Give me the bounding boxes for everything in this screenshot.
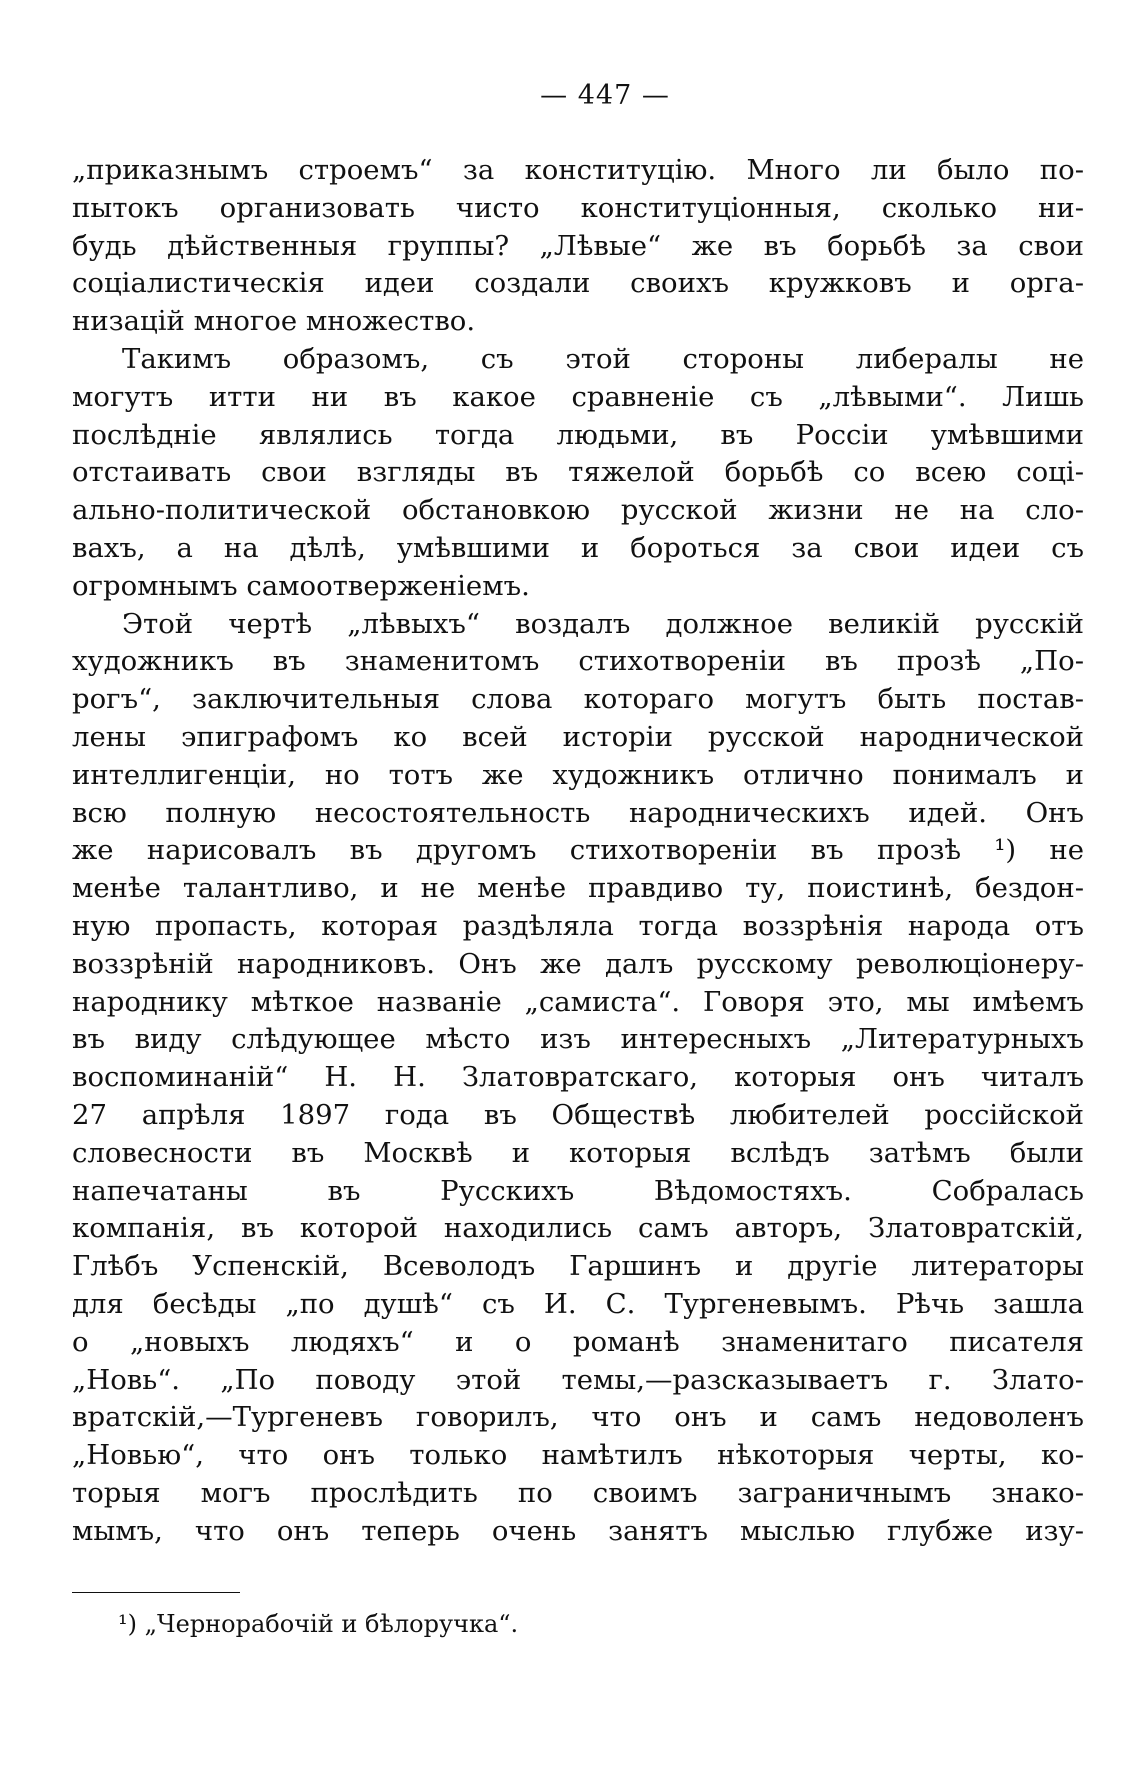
text-line: же нарисовалъ въ другомъ стихотвореніи въ прозѣ ¹) не <box>72 834 1084 867</box>
text-line: торыя могъ прослѣдить по своимъ заграничнымъ знако- <box>72 1476 1084 1509</box>
text-line: воспоминаній“ Н. Н. Златовратскаго, которыя онъ читалъ <box>72 1061 1084 1094</box>
text-line: 27 апрѣля 1897 года въ Обществѣ любителей россійской <box>72 1098 1084 1131</box>
text-line: художникъ въ знаменитомъ стихотвореніи въ прозѣ „По- <box>72 645 1084 678</box>
text-line: словесности въ Москвѣ и которыя вслѣдъ затѣмъ были <box>72 1136 1084 1169</box>
text-line: воззрѣній народниковъ. Онъ же далъ русскому революціонеру- <box>72 947 1084 980</box>
text-line: послѣдніе являлись тогда людьми, въ Россіи умѣвшими <box>72 418 1084 451</box>
text-line: компанія, въ которой находились самъ авторъ, Златовратскій, <box>72 1212 1084 1245</box>
text-line: Такимъ образомъ, съ этой стороны либералы не <box>122 342 1084 375</box>
text-line: низацій многое множество. <box>72 305 476 338</box>
text-line: ально-политической обстановкою русской жизни не на сло- <box>72 494 1084 527</box>
footnote-marker: ¹) <box>118 1610 137 1638</box>
text-line: „приказнымъ строемъ“ за конституцію. Много ли было по- <box>72 154 1084 186</box>
text-line: ную пропасть, которая раздѣляла тогда воззрѣнія народа отъ <box>72 909 1084 942</box>
text-line: могутъ итти ни въ какое сравненіе съ „лѣвыми“. Лишь <box>72 380 1084 413</box>
text-line: въ виду слѣдующее мѣсто изъ интересныхъ „Литературныхъ <box>72 1023 1084 1056</box>
text-line: напечатаны въ Русскихъ Вѣдомостяхъ. Собралась <box>72 1174 1084 1207</box>
text-line: о „новыхъ людяхъ“ и о романѣ знаменитаго писателя <box>72 1325 1084 1358</box>
text-line: вахъ, а на дѣлѣ, умѣвшими и бороться за свои идеи съ <box>72 531 1084 564</box>
text-line: интеллигенціи, но тотъ же художникъ отлично понималъ и <box>72 758 1084 791</box>
footnote <box>118 1610 518 1638</box>
text-line: отстаивать свои взгляды въ тяжелой борьбѣ со всею соці- <box>72 456 1084 489</box>
footnote-text: „Чернорабочій и бѣлоручка“. <box>144 1610 519 1638</box>
text-line: „Новью“, что онъ только намѣтилъ нѣкоторыя черты, ко- <box>72 1439 1084 1472</box>
footnote-divider <box>72 1592 240 1593</box>
text-line: всю полную несостоятельность народническихъ идей. Онъ <box>72 796 1084 829</box>
text-line: для бесѣды „по душѣ“ съ И. С. Тургеневымъ. Рѣчь зашла <box>72 1287 1084 1320</box>
text-line: рогъ“, заключительныя слова котораго могутъ быть постав- <box>72 683 1084 716</box>
text-line: Этой чертѣ „лѣвыхъ“ воздалъ должное великій русскій <box>122 607 1084 640</box>
page-number: — 447 — <box>540 80 670 111</box>
text-line: „Новь“. „По поводу этой темы,—разсказываетъ г. Злато- <box>72 1363 1084 1396</box>
text-line: огромнымъ самоотверженіемъ. <box>72 569 530 602</box>
text-line: соціалистическія идеи создали своихъ кружковъ и орга- <box>72 267 1084 300</box>
text-line: Глѣбъ Успенскій, Всеволодъ Гаршинъ и другіе литераторы <box>72 1250 1084 1283</box>
body-text <box>72 152 1084 1550</box>
text-line: пытокъ организовать чисто конституціонныя, сколько ни- <box>72 191 1084 224</box>
text-line: вратскій,—Тургеневъ говорилъ, что онъ и самъ недоволенъ <box>72 1401 1084 1434</box>
text-line: народнику мѣткое названіе „самиста“. Говоря это, мы имѣемъ <box>72 985 1084 1018</box>
text-line: мымъ, что онъ теперь очень занятъ мыслью глубже изу- <box>72 1514 1084 1547</box>
text-line: будь дѣйственныя группы? „Лѣвые“ же въ борьбѣ за свои <box>72 229 1084 262</box>
text-line: менѣе талантливо, и не менѣе правдиво ту, поистинѣ, бездон- <box>72 872 1084 905</box>
text-line: лены эпиграфомъ ко всей исторіи русской народнической <box>72 720 1084 753</box>
